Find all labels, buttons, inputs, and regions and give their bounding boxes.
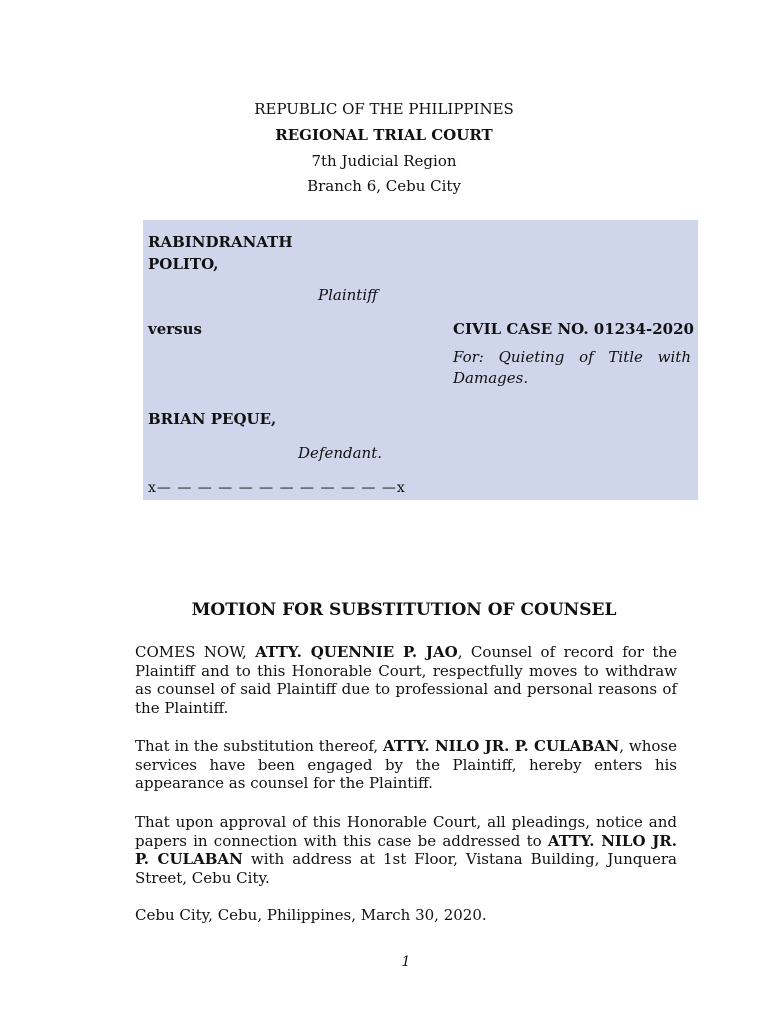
p2-counsel-name: ATTY. NILO JR. P. CULABAN xyxy=(383,737,620,755)
plaintiff-name xyxy=(148,231,293,275)
p2-text-a: That in the substitution thereof, xyxy=(135,737,384,755)
p1-counsel-name: ATTY. QUENNIE P. JAO xyxy=(255,643,458,661)
paragraph-comes-now xyxy=(135,643,677,717)
p1-text-a: COMES NOW, xyxy=(135,643,256,661)
plaintiff-label: Plaintiff xyxy=(318,286,378,304)
case-caption-box xyxy=(143,220,698,500)
header-republic: REPUBLIC OF THE PHILIPPINES xyxy=(254,100,514,118)
plaintiff-name-line1: RABINDRANATH xyxy=(148,233,293,251)
p3-text-c: with address at 1st Floor, Vistana Building, Junquera Street, Cebu City. xyxy=(135,850,677,887)
page-number: 1 xyxy=(401,954,411,970)
plaintiff-name-line2: POLITO, xyxy=(148,255,219,273)
header-region: 7th Judicial Region xyxy=(311,152,457,170)
header-branch: Branch 6, Cebu City xyxy=(307,177,461,195)
p1-text-c: , Counsel of record for the Plaintiff and to this Honorable Court, respectfully moves to withdraw as counsel of said Plaintiff due to professional and personal reasons of the Plaintiff. xyxy=(135,643,677,717)
document-title: MOTION FOR SUBSTITUTION OF COUNSEL xyxy=(191,600,617,620)
paragraph-substitution xyxy=(135,737,677,793)
p3-counsel-name: ATTY. NILO JR. P. CULABAN xyxy=(135,831,677,868)
civil-case-number: CIVIL CASE NO. 01234-2020 xyxy=(453,320,694,338)
header-court: REGIONAL TRIAL COURT xyxy=(275,126,493,144)
case-nature: For: Quieting of Title with Damages. xyxy=(453,348,691,387)
p3-text-a: That upon approval of this Honorable Court, all pleadings, notice and papers in connection with this case be addressed to xyxy=(135,813,677,850)
paragraph-approval xyxy=(135,813,677,887)
place-and-date: Cebu City, Cebu, Philippines, March 30, 2020. xyxy=(135,906,487,924)
caption-separator: x— — — — — — — — — — — —x xyxy=(148,480,406,496)
versus-label: versus xyxy=(148,320,202,338)
p2-text-c: , whose services have been engaged by the Plaintiff, hereby enters his appearance as counsel for the Plaintiff. xyxy=(135,737,677,792)
defendant-name: BRIAN PEQUE, xyxy=(148,410,277,428)
defendant-label: Defendant. xyxy=(298,444,382,462)
